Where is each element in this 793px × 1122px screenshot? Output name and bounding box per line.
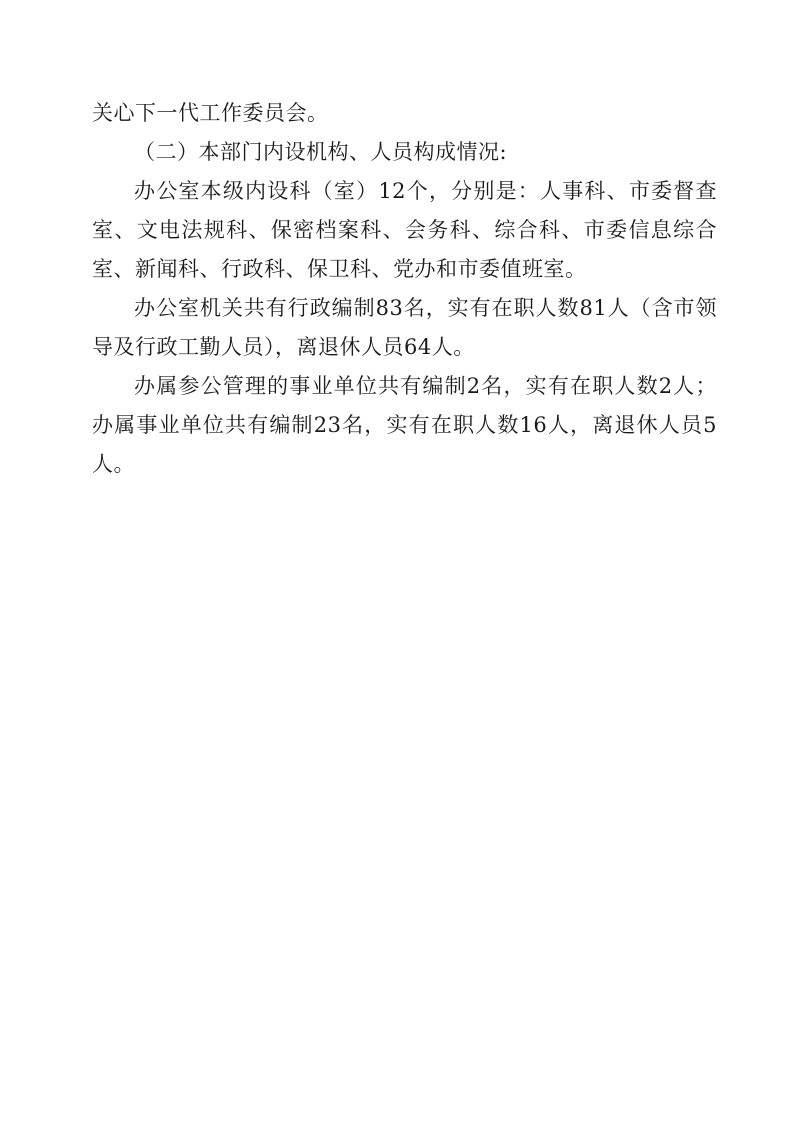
- document-body: [92, 94, 717, 484]
- section-heading: （二）本部门内设机构、人员构成情况:: [134, 140, 508, 164]
- paragraph-internal-departments: 办公室本级内设科（室）12个，分别是：人事科、市委督查室、文电法规科、保密档案科、会务科、综合科、市委信息综合室、新闻科、行政科、保卫科、党办和市委值班室。: [92, 179, 717, 281]
- paragraph-staffing: 办公室机关共有行政编制83名，实有在职人数81人（含市领导及行政工勤人员），离退休人员64人。: [92, 296, 717, 359]
- continuation-line: 关心下一代工作委员会。: [92, 101, 329, 125]
- paragraph-affiliated-units: 办属参公管理的事业单位共有编制2名，实有在职人数2人；办属事业单位共有编制23名，实有在职人数16人，离退休人员5人。: [92, 374, 717, 476]
